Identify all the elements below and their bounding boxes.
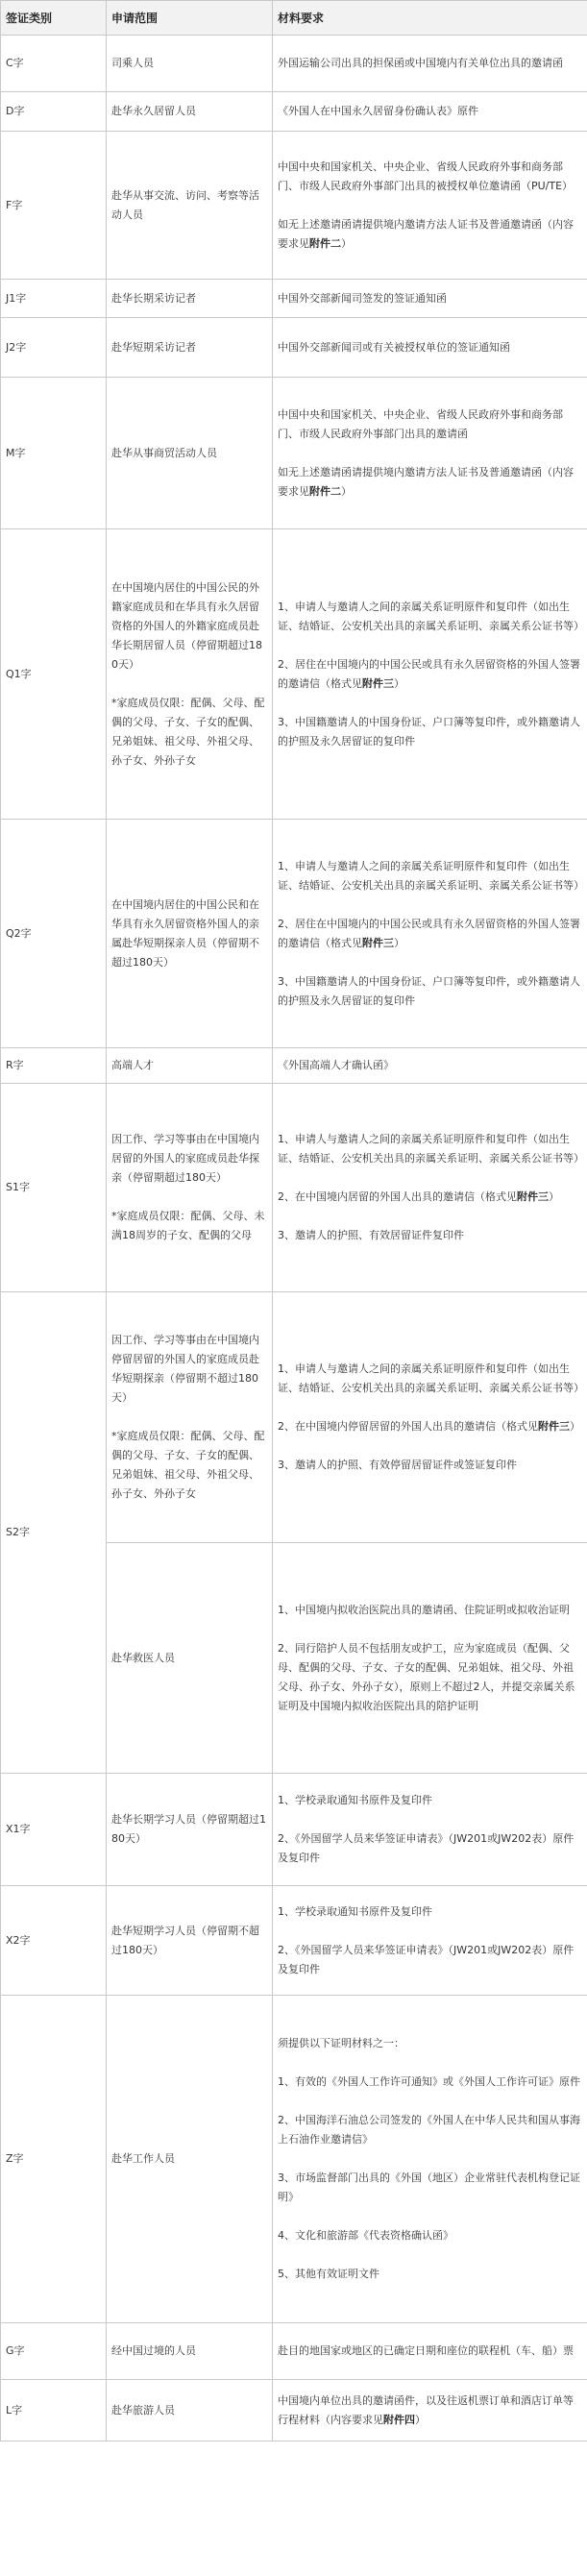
visa-type: Z字 xyxy=(1,1996,107,2323)
table-row xyxy=(1,378,587,529)
materials-text: 《外国高端人才确认函》 xyxy=(273,1048,587,1084)
materials-text: 1、学校录取通知书原件及复印件 xyxy=(278,1794,432,1806)
materials-text: 赴目的地国家或地区的已确定日期和座位的联程机（车、船）票 xyxy=(273,2323,587,2380)
table-row xyxy=(1,92,587,132)
appendix-link[interactable]: 附件三 xyxy=(362,936,394,949)
appendix-link[interactable]: 附件三 xyxy=(517,1190,549,1203)
materials-text: 4、文化和旅游部《代表资格确认函》 xyxy=(278,2229,453,2242)
scope-text: 赴华短期采访记者 xyxy=(107,318,273,378)
visa-type: J1字 xyxy=(1,280,107,318)
materials-text: 1、申请人与邀请人之间的亲属关系证明原件和复印件（如出生证、结婚证、公安机关出具的亲属关系证明、亲属关系公证书等） xyxy=(278,1133,584,1165)
scope-text: 赴华从事商贸活动人员 xyxy=(107,378,273,529)
materials-cell xyxy=(273,1543,587,1774)
scope-text: 司乘人员 xyxy=(107,36,273,92)
materials-text-part: ） xyxy=(341,236,352,250)
materials-text xyxy=(278,463,582,502)
visa-type: J2字 xyxy=(1,318,107,378)
scope-text: 赴华救医人员 xyxy=(107,1543,273,1774)
visa-type: X2字 xyxy=(1,1886,107,1996)
scope-text: 赴华旅游人员 xyxy=(107,2380,273,2441)
materials-text: 2、同行陪护人员不包括朋友或护工，应为家庭成员（配偶、父母、配偶的父母、子女、子女的配偶、兄弟姐妹、祖父母、外祖父母、孙子女、外孙子女），原则上不超过2人，并提交亲属关系证明及中国境内拟收治医院出具的陪护证明 xyxy=(278,1641,575,1712)
materials-text: 中国外交部新闻司签发的签证通知函 xyxy=(273,280,587,318)
materials-cell xyxy=(273,1084,587,1292)
scope-text: 在中国境内居住的中国公民和在华具有永久居留资格外国人的亲属赴华短期探亲人员（停留期不超过180天） xyxy=(107,820,273,1048)
materials-text: 1、学校录取通知书原件及复印件 xyxy=(278,1904,432,1918)
materials-text-part: 如无上述邀请函请提供境内邀请方法人证书及普通邀请函（内容要求见 xyxy=(278,217,574,250)
materials-text-part: 中国境内单位出具的邀请函件，以及往返机票订单和酒店订单等行程材料（内容要求见 xyxy=(278,2393,574,2426)
materials-text: 2、《外国留学人员来华签证申请表》（JW201或JW202表）原件及复印件 xyxy=(278,1943,575,1975)
visa-type: S2字 xyxy=(1,1292,107,1774)
table-row xyxy=(1,529,587,820)
scope-note: *家庭成员仅限：配偶、父母、配偶的父母、子女、子女的配偶、兄弟姐妹、祖父母、外祖父母、孙子女、外孙子女 xyxy=(111,696,265,767)
materials-text xyxy=(278,655,582,694)
materials-text: 2、《外国留学人员来华签证申请表》（JW201或JW202表）原件及复印件 xyxy=(278,1832,575,1864)
table-row xyxy=(1,1886,587,1996)
materials-text-part: ） xyxy=(570,1420,580,1433)
scope-text: 经中国过境的人员 xyxy=(107,2323,273,2380)
appendix-link[interactable]: 附件三 xyxy=(538,1420,570,1433)
materials-cell xyxy=(273,132,587,280)
materials-text-part: ） xyxy=(394,676,404,690)
scope-text: 因工作、学习等事由在中国境内停留居留的外国人的家庭成员赴华短期探亲（停留期不超过180天） xyxy=(111,1334,259,1404)
appendix-link[interactable]: 附件三 xyxy=(362,676,394,690)
visa-type: R字 xyxy=(1,1048,107,1084)
materials-text: 2、中国海洋石油总公司签发的《外国人在中华人民共和国从事海上石油作业邀请信》 xyxy=(278,2114,580,2146)
materials-cell xyxy=(273,1774,587,1886)
materials-text: 须提供以下证明材料之一： xyxy=(278,2037,404,2049)
materials-text: 《外国人在中国永久居留身份确认表》原件 xyxy=(273,92,587,132)
materials-cell xyxy=(273,529,587,820)
materials-text xyxy=(278,1188,582,1207)
materials-text: 1、申请人与邀请人之间的亲属关系证明原件和复印件（如出生证、结婚证、公安机关出具的亲属关系证明、亲属关系公证书等） xyxy=(278,859,584,892)
header-scope: 申请范围 xyxy=(107,1,273,36)
materials-text: 5、其他有效证明文件 xyxy=(278,2268,379,2280)
materials-cell xyxy=(273,378,587,529)
table-row xyxy=(1,132,587,280)
materials-text: 中国中央和国家机关、中央企业、省级人民政府外事和商务部门、市级人民政府外事部门出具的被授权单位邀请函（PU/TE） xyxy=(278,159,574,192)
materials-text-part: 2、居住在中国境内的中国公民或具有永久居留资格的外国人签署的邀请信（格式见 xyxy=(278,657,580,690)
materials-text: 1、中国境内拟收治医院出具的邀请函、住院证明或拟收治证明 xyxy=(278,1603,570,1616)
table-row xyxy=(1,280,587,318)
table-row xyxy=(1,1084,587,1292)
header-visa-type: 签证类别 xyxy=(1,1,107,36)
scope-note: *家庭成员仅限：配偶、父母、未满18周岁的子女、配偶的父母 xyxy=(111,1210,265,1241)
scope-text: 在中国境内居住的中国公民的外籍家庭成员和在华具有永久居留资格的外国人的外籍家庭成员赴华长期居留人员（停留期超过180天） xyxy=(111,580,262,671)
visa-type: L字 xyxy=(1,2380,107,2441)
scope-text: 赴华从事交流、访问、考察等活动人员 xyxy=(107,132,273,280)
materials-text-part: ） xyxy=(341,484,352,498)
materials-text-part: ） xyxy=(549,1190,559,1203)
table-row xyxy=(1,820,587,1048)
visa-type: M字 xyxy=(1,378,107,529)
scope-text: 赴华长期学习人员（停留期超过180天） xyxy=(107,1774,273,1886)
scope-text: 赴华短期学习人员（停留期不超过180天） xyxy=(107,1886,273,1996)
table-row xyxy=(1,1048,587,1084)
scope-text: 高端人才 xyxy=(107,1048,273,1084)
materials-text: 3、市场监督部门出具的《外国（地区）企业常驻代表机构登记证明》 xyxy=(278,2171,580,2203)
materials-text: 中国中央和国家机关、中央企业、省级人民政府外事和商务部门、市级人民政府外事部门出具的邀请函 xyxy=(278,407,563,440)
visa-type: C字 xyxy=(1,36,107,92)
materials-text: 3、邀请人的护照、有效停留居留证件或签证复印件 xyxy=(278,1459,517,1471)
table-row xyxy=(1,318,587,378)
visa-type: F字 xyxy=(1,132,107,280)
visa-type: X1字 xyxy=(1,1774,107,1886)
materials-text: 1、有效的《外国人工作许可通知》或《外国人工作许可证》原件 xyxy=(278,2075,580,2088)
materials-cell xyxy=(273,1292,587,1543)
materials-text-part: 如无上述邀请函请提供境内邀请方法人证书及普通邀请函（内容要求见 xyxy=(278,465,574,498)
table-row xyxy=(1,1774,587,1886)
table-row xyxy=(1,36,587,92)
materials-text: 3、邀请人的护照、有效居留证件复印件 xyxy=(278,1229,464,1241)
scope-cell xyxy=(107,1292,273,1543)
scope-text: 赴华工作人员 xyxy=(107,1996,273,2323)
scope-note: *家庭成员仅限：配偶、父母、配偶的父母、子女、子女的配偶、兄弟姐妹、祖父母、外祖父母、孙子女、外孙子女 xyxy=(111,1430,265,1500)
table-row xyxy=(1,2380,587,2441)
materials-text-part: 2、在中国境内居留的外国人出具的邀请信（格式见 xyxy=(278,1190,517,1203)
table-row xyxy=(1,1996,587,2323)
materials-cell xyxy=(273,2380,587,2441)
materials-text xyxy=(278,915,582,953)
materials-text-part: 2、在中国境内停留居留的外国人出具的邀请信（格式见 xyxy=(278,1420,538,1433)
appendix-link[interactable]: 附件二 xyxy=(309,236,341,250)
materials-text: 3、中国籍邀请人的中国身份证、户口簿等复印件，或外籍邀请人的护照及永久居留证的复印件 xyxy=(278,715,580,748)
materials-text xyxy=(278,2392,582,2430)
table-row xyxy=(1,1292,587,1543)
materials-text-part: ） xyxy=(415,2413,426,2426)
materials-text: 3、中国籍邀请人的中国身份证、户口簿等复印件，或外籍邀请人的护照及永久居留证的复印件 xyxy=(278,974,580,1007)
materials-text xyxy=(278,215,582,254)
materials-cell xyxy=(273,1996,587,2323)
scope-cell xyxy=(107,1084,273,1292)
header-materials: 材料要求 xyxy=(273,1,587,36)
visa-type: Q1字 xyxy=(1,529,107,820)
visa-type: D字 xyxy=(1,92,107,132)
materials-text-part: ） xyxy=(394,936,404,949)
visa-type: G字 xyxy=(1,2323,107,2380)
materials-text: 外国运输公司出具的担保函或中国境内有关单位出具的邀请函 xyxy=(273,36,587,92)
scope-text: 因工作、学习等事由在中国境内居留的外国人的家庭成员赴华探亲（停留期超过180天） xyxy=(111,1133,259,1184)
table-header-row xyxy=(1,1,587,36)
scope-text: 赴华长期采访记者 xyxy=(107,280,273,318)
table-row xyxy=(1,2323,587,2380)
materials-text: 1、申请人与邀请人之间的亲属关系证明原件和复印件（如出生证、结婚证、公安机关出具的亲属关系证明、亲属关系公证书等） xyxy=(278,1362,584,1394)
appendix-link[interactable]: 附件四 xyxy=(383,2413,415,2426)
scope-text: 赴华永久居留人员 xyxy=(107,92,273,132)
materials-text-part: 2、居住在中国境内的中国公民或具有永久居留资格的外国人签署的邀请信（格式见 xyxy=(278,917,580,949)
materials-text xyxy=(278,1417,582,1436)
visa-type: S1字 xyxy=(1,1084,107,1292)
scope-cell xyxy=(107,529,273,820)
visa-type: Q2字 xyxy=(1,820,107,1048)
materials-cell xyxy=(273,1886,587,1996)
materials-cell xyxy=(273,820,587,1048)
materials-text: 中国外交部新闻司或有关被授权单位的签证通知函 xyxy=(273,318,587,378)
appendix-link[interactable]: 附件二 xyxy=(309,484,341,498)
materials-text: 1、申请人与邀请人之间的亲属关系证明原件和复印件（如出生证、结婚证、公安机关出具的亲属关系证明、亲属关系公证书等） xyxy=(278,600,584,632)
